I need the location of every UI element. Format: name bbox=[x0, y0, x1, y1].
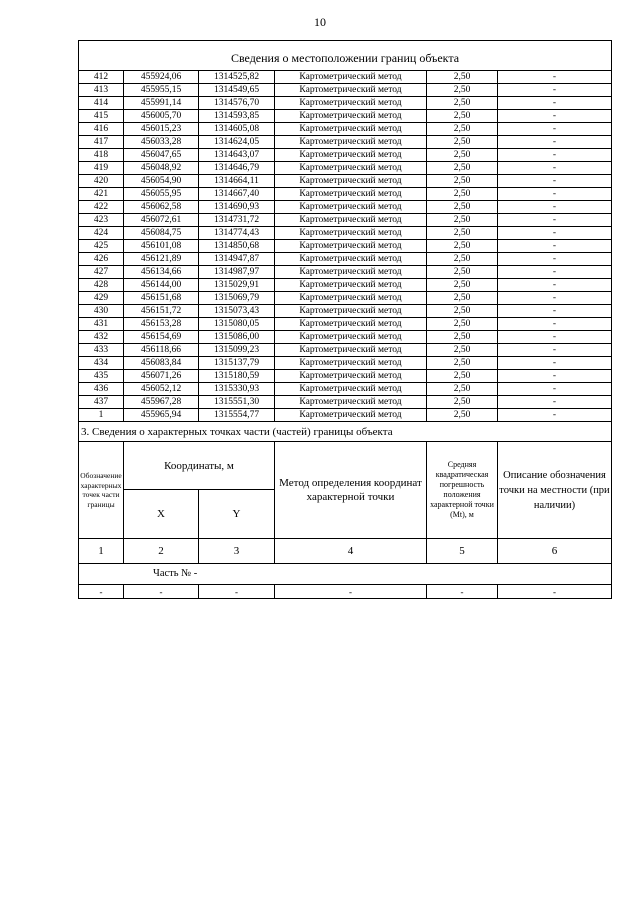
coord-y-cell: 1314731,72 bbox=[199, 214, 275, 227]
error-cell: 2,50 bbox=[427, 123, 498, 136]
point-number-cell: 429 bbox=[79, 292, 124, 305]
description-cell: - bbox=[498, 149, 612, 162]
coord-x-cell: 455965,94 bbox=[124, 409, 199, 422]
description-cell: - bbox=[498, 279, 612, 292]
point-number-cell: 434 bbox=[79, 357, 124, 370]
coord-y-cell: 1314987,97 bbox=[199, 266, 275, 279]
method-cell: Картометрический метод bbox=[275, 162, 427, 175]
error-cell: 2,50 bbox=[427, 240, 498, 253]
method-cell: Картометрический метод bbox=[275, 383, 427, 396]
coord-x-cell: 456084,75 bbox=[124, 227, 199, 240]
coord-y-cell: 1314576,70 bbox=[199, 97, 275, 110]
table-row bbox=[79, 344, 612, 357]
error-cell: 2,50 bbox=[427, 357, 498, 370]
method-cell: Картометрический метод bbox=[275, 97, 427, 110]
table-title: Сведения о местоположении границ объекта bbox=[79, 41, 612, 71]
error-cell: 2,50 bbox=[427, 370, 498, 383]
coord-y-cell: 1315554,77 bbox=[199, 409, 275, 422]
method-cell: Картометрический метод bbox=[275, 227, 427, 240]
description-cell: - bbox=[498, 253, 612, 266]
description-cell: - bbox=[498, 201, 612, 214]
col-number-5: 5 bbox=[427, 539, 498, 564]
coord-x-cell: 456134,66 bbox=[124, 266, 199, 279]
coord-y-cell: 1315330,93 bbox=[199, 383, 275, 396]
section3-title: 3. Сведения о характерных точках части (частей) границы объекта bbox=[79, 422, 612, 442]
description-cell: - bbox=[498, 136, 612, 149]
table-row bbox=[79, 279, 612, 292]
description-cell: - bbox=[498, 305, 612, 318]
description-cell: - bbox=[498, 383, 612, 396]
point-number-cell: 433 bbox=[79, 344, 124, 357]
coord-x-cell: 456153,28 bbox=[124, 318, 199, 331]
error-cell: 2,50 bbox=[427, 318, 498, 331]
coord-x-cell: 455955,15 bbox=[124, 84, 199, 97]
description-cell: - bbox=[498, 123, 612, 136]
coord-x-cell: 456154,69 bbox=[124, 331, 199, 344]
coord-y-cell: 1315180,59 bbox=[199, 370, 275, 383]
error-cell: 2,50 bbox=[427, 331, 498, 344]
coord-x-cell: 456121,89 bbox=[124, 253, 199, 266]
coord-x-cell: 456071,26 bbox=[124, 370, 199, 383]
point-number-cell: 423 bbox=[79, 214, 124, 227]
point-number-cell: 420 bbox=[79, 175, 124, 188]
error-cell: 2,50 bbox=[427, 136, 498, 149]
description-cell: - bbox=[498, 292, 612, 305]
point-number-cell: 1 bbox=[79, 409, 124, 422]
method-cell: Картометрический метод bbox=[275, 357, 427, 370]
coord-y-cell: 1314667,40 bbox=[199, 188, 275, 201]
error-cell: 2,50 bbox=[427, 175, 498, 188]
coord-y-cell: 1315073,43 bbox=[199, 305, 275, 318]
coord-y-cell: 1314643,07 bbox=[199, 149, 275, 162]
point-number-cell: 435 bbox=[79, 370, 124, 383]
coord-x-cell: 456047,65 bbox=[124, 149, 199, 162]
coord-y-cell: 1315551,30 bbox=[199, 396, 275, 409]
coord-x-cell: 455967,28 bbox=[124, 396, 199, 409]
coord-y-cell: 1315069,79 bbox=[199, 292, 275, 305]
coord-x-cell: 456015,23 bbox=[124, 123, 199, 136]
coord-y-cell: 1315137,79 bbox=[199, 357, 275, 370]
method-cell: Картометрический метод bbox=[275, 110, 427, 123]
description-cell: - bbox=[498, 331, 612, 344]
coord-x-cell: 456062,58 bbox=[124, 201, 199, 214]
table-row bbox=[79, 240, 612, 253]
coord-x-cell: 456144,00 bbox=[124, 279, 199, 292]
table-row bbox=[79, 97, 612, 110]
coord-x-cell: 455924,06 bbox=[124, 71, 199, 84]
header-coordinates: Координаты, м bbox=[124, 442, 275, 490]
method-cell: Картометрический метод bbox=[275, 214, 427, 227]
description-cell: - bbox=[498, 370, 612, 383]
header-x: X bbox=[124, 490, 199, 539]
coord-y-cell: 1314664,11 bbox=[199, 175, 275, 188]
error-cell: 2,50 bbox=[427, 149, 498, 162]
description-cell: - bbox=[498, 84, 612, 97]
table-row bbox=[79, 227, 612, 240]
method-cell: Картометрический метод bbox=[275, 331, 427, 344]
table-row bbox=[79, 136, 612, 149]
coord-y-cell: 1314549,65 bbox=[199, 84, 275, 97]
coord-y-cell: 1314947,87 bbox=[199, 253, 275, 266]
empty-cell: - bbox=[79, 585, 124, 599]
method-cell: Картометрический метод bbox=[275, 175, 427, 188]
error-cell: 2,50 bbox=[427, 162, 498, 175]
error-cell: 2,50 bbox=[427, 201, 498, 214]
point-number-cell: 431 bbox=[79, 318, 124, 331]
point-number-cell: 415 bbox=[79, 110, 124, 123]
coord-y-cell: 1314850,68 bbox=[199, 240, 275, 253]
coord-y-cell: 1315086,00 bbox=[199, 331, 275, 344]
error-cell: 2,50 bbox=[427, 71, 498, 84]
empty-cell: - bbox=[275, 585, 427, 599]
coord-y-cell: 1315099,23 bbox=[199, 344, 275, 357]
point-number-cell: 414 bbox=[79, 97, 124, 110]
method-cell: Картометрический метод bbox=[275, 370, 427, 383]
coord-y-cell: 1314690,93 bbox=[199, 201, 275, 214]
method-cell: Картометрический метод bbox=[275, 409, 427, 422]
error-cell: 2,50 bbox=[427, 409, 498, 422]
method-cell: Картометрический метод bbox=[275, 123, 427, 136]
description-cell: - bbox=[498, 266, 612, 279]
header-error: Средняя квадратическая погрешность положения характерной точки (Mt), м bbox=[427, 442, 498, 539]
point-number-cell: 422 bbox=[79, 201, 124, 214]
description-cell: - bbox=[498, 227, 612, 240]
coord-x-cell: 455991,14 bbox=[124, 97, 199, 110]
table-row bbox=[79, 292, 612, 305]
empty-cell: - bbox=[427, 585, 498, 599]
table-row bbox=[79, 162, 612, 175]
method-cell: Картометрический метод bbox=[275, 71, 427, 84]
coord-x-cell: 456055,95 bbox=[124, 188, 199, 201]
coord-x-cell: 456101,08 bbox=[124, 240, 199, 253]
error-cell: 2,50 bbox=[427, 344, 498, 357]
coord-x-cell: 456072,61 bbox=[124, 214, 199, 227]
description-cell: - bbox=[498, 110, 612, 123]
col-number-2: 2 bbox=[124, 539, 199, 564]
coord-y-cell: 1315029,91 bbox=[199, 279, 275, 292]
table-row bbox=[79, 383, 612, 396]
table-row bbox=[79, 396, 612, 409]
page-number: 10 bbox=[314, 15, 326, 29]
header-description: Описание обозначения точки на местности (при наличии) bbox=[498, 442, 612, 539]
col-number-6: 6 bbox=[498, 539, 612, 564]
point-number-cell: 437 bbox=[79, 396, 124, 409]
method-cell: Картометрический метод bbox=[275, 136, 427, 149]
boundary-table bbox=[78, 40, 612, 599]
table-row bbox=[79, 188, 612, 201]
point-number-cell: 426 bbox=[79, 253, 124, 266]
method-cell: Картометрический метод bbox=[275, 344, 427, 357]
coord-x-cell: 456048,92 bbox=[124, 162, 199, 175]
coord-x-cell: 456151,68 bbox=[124, 292, 199, 305]
coord-y-cell: 1314624,05 bbox=[199, 136, 275, 149]
coord-x-cell: 456033,28 bbox=[124, 136, 199, 149]
empty-cell: - bbox=[124, 585, 199, 599]
table-row bbox=[79, 149, 612, 162]
method-cell: Картометрический метод bbox=[275, 240, 427, 253]
description-cell: - bbox=[498, 396, 612, 409]
description-cell: - bbox=[498, 71, 612, 84]
coord-x-cell: 456052,12 bbox=[124, 383, 199, 396]
coord-y-cell: 1314593,85 bbox=[199, 110, 275, 123]
description-cell: - bbox=[498, 214, 612, 227]
point-number-cell: 425 bbox=[79, 240, 124, 253]
coord-x-cell: 456054,90 bbox=[124, 175, 199, 188]
table-row bbox=[79, 214, 612, 227]
method-cell: Картометрический метод bbox=[275, 266, 427, 279]
coord-y-cell: 1314646,79 bbox=[199, 162, 275, 175]
method-cell: Картометрический метод bbox=[275, 292, 427, 305]
table-row bbox=[79, 253, 612, 266]
table-row bbox=[79, 357, 612, 370]
point-number-cell: 427 bbox=[79, 266, 124, 279]
table-row bbox=[79, 175, 612, 188]
error-cell: 2,50 bbox=[427, 279, 498, 292]
description-cell: - bbox=[498, 409, 612, 422]
empty-cell: - bbox=[498, 585, 612, 599]
point-number-cell: 416 bbox=[79, 123, 124, 136]
coord-y-cell: 1314774,43 bbox=[199, 227, 275, 240]
point-number-cell: 424 bbox=[79, 227, 124, 240]
method-cell: Картометрический метод bbox=[275, 253, 427, 266]
point-number-cell: 432 bbox=[79, 331, 124, 344]
coord-y-cell: 1314605,08 bbox=[199, 123, 275, 136]
table-row bbox=[79, 370, 612, 383]
col-number-4: 4 bbox=[275, 539, 427, 564]
table-row bbox=[79, 84, 612, 97]
table-row bbox=[79, 266, 612, 279]
table-row bbox=[79, 331, 612, 344]
method-cell: Картометрический метод bbox=[275, 149, 427, 162]
error-cell: 2,50 bbox=[427, 383, 498, 396]
description-cell: - bbox=[498, 240, 612, 253]
coord-x-cell: 456083,84 bbox=[124, 357, 199, 370]
method-cell: Картометрический метод bbox=[275, 84, 427, 97]
table-row bbox=[79, 318, 612, 331]
point-number-cell: 428 bbox=[79, 279, 124, 292]
table-row bbox=[79, 71, 612, 84]
table-row bbox=[79, 110, 612, 123]
point-number-cell: 421 bbox=[79, 188, 124, 201]
method-cell: Картометрический метод bbox=[275, 305, 427, 318]
point-number-cell: 417 bbox=[79, 136, 124, 149]
coord-y-cell: 1315080,05 bbox=[199, 318, 275, 331]
table-row bbox=[79, 409, 612, 422]
col-number-1: 1 bbox=[79, 539, 124, 564]
point-number-cell: 413 bbox=[79, 84, 124, 97]
description-cell: - bbox=[498, 162, 612, 175]
table-row bbox=[79, 123, 612, 136]
error-cell: 2,50 bbox=[427, 84, 498, 97]
error-cell: 2,50 bbox=[427, 292, 498, 305]
error-cell: 2,50 bbox=[427, 253, 498, 266]
description-cell: - bbox=[498, 188, 612, 201]
error-cell: 2,50 bbox=[427, 266, 498, 279]
error-cell: 2,50 bbox=[427, 227, 498, 240]
error-cell: 2,50 bbox=[427, 214, 498, 227]
col-number-3: 3 bbox=[199, 539, 275, 564]
point-number-cell: 412 bbox=[79, 71, 124, 84]
method-cell: Картометрический метод bbox=[275, 396, 427, 409]
description-cell: - bbox=[498, 318, 612, 331]
description-cell: - bbox=[498, 357, 612, 370]
point-number-cell: 419 bbox=[79, 162, 124, 175]
coord-x-cell: 456118,66 bbox=[124, 344, 199, 357]
error-cell: 2,50 bbox=[427, 188, 498, 201]
description-cell: - bbox=[498, 344, 612, 357]
table-row bbox=[79, 305, 612, 318]
error-cell: 2,50 bbox=[427, 97, 498, 110]
method-cell: Картометрический метод bbox=[275, 318, 427, 331]
header-method: Метод определения координат характерной точки bbox=[275, 442, 427, 539]
method-cell: Картометрический метод bbox=[275, 279, 427, 292]
method-cell: Картометрический метод bbox=[275, 188, 427, 201]
point-number-cell: 430 bbox=[79, 305, 124, 318]
description-cell: - bbox=[498, 175, 612, 188]
error-cell: 2,50 bbox=[427, 110, 498, 123]
coord-x-cell: 456005,70 bbox=[124, 110, 199, 123]
point-number-cell: 436 bbox=[79, 383, 124, 396]
error-cell: 2,50 bbox=[427, 305, 498, 318]
method-cell: Картометрический метод bbox=[275, 201, 427, 214]
header-y: Y bbox=[199, 490, 275, 539]
header-designation: Обозначение характерных точек части границы bbox=[79, 442, 124, 539]
part-label: Часть № - bbox=[79, 564, 612, 585]
description-cell: - bbox=[498, 97, 612, 110]
empty-cell: - bbox=[199, 585, 275, 599]
coord-y-cell: 1314525,82 bbox=[199, 71, 275, 84]
error-cell: 2,50 bbox=[427, 396, 498, 409]
point-number-cell: 418 bbox=[79, 149, 124, 162]
coord-x-cell: 456151,72 bbox=[124, 305, 199, 318]
table-row bbox=[79, 201, 612, 214]
